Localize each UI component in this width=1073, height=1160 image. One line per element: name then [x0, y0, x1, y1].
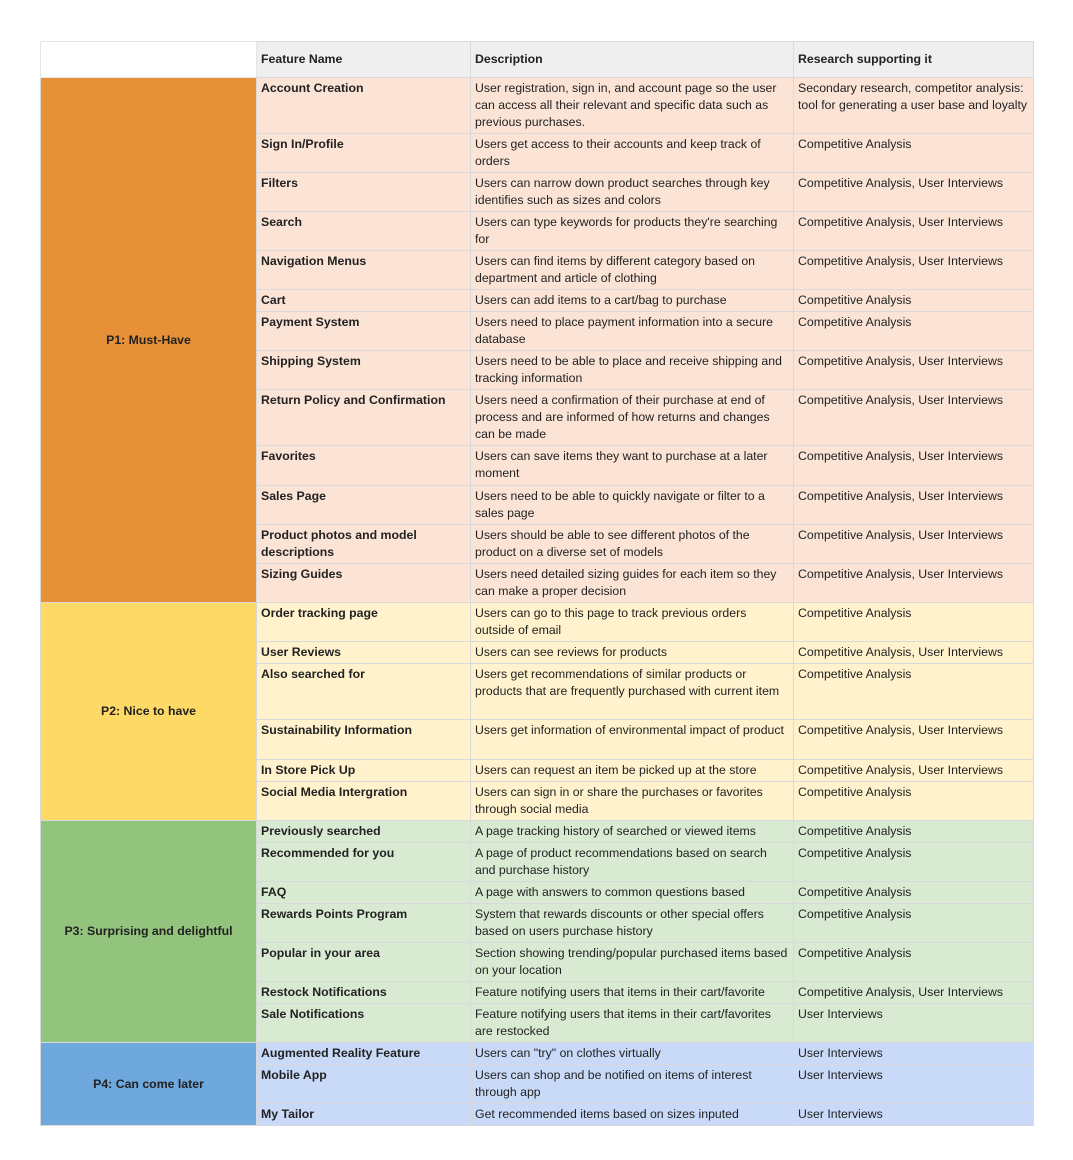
research-cell[interactable]: Competitive Analysis, User Interviews [794, 982, 1034, 1004]
research-cell[interactable]: Competitive Analysis [794, 312, 1034, 351]
feature-priority-table [40, 41, 1034, 1126]
priority-cell-p2[interactable]: P2: Nice to have [41, 603, 257, 821]
research-cell[interactable]: Competitive Analysis, User Interviews [794, 720, 1034, 760]
feature-name-cell[interactable]: Search [257, 212, 471, 251]
description-cell[interactable]: Users can request an item be picked up at the store [471, 760, 794, 782]
feature-name-cell[interactable]: Rewards Points Program [257, 904, 471, 943]
feature-name-cell[interactable]: Shipping System [257, 351, 471, 390]
description-cell[interactable]: Users need to place payment information into a secure database [471, 312, 794, 351]
feature-name-cell[interactable]: In Store Pick Up [257, 760, 471, 782]
description-cell[interactable]: A page of product recommendations based on search and purchase history [471, 843, 794, 882]
table-row [41, 603, 1034, 642]
research-cell[interactable]: Competitive Analysis [794, 904, 1034, 943]
description-cell[interactable]: A page tracking history of searched or viewed items [471, 821, 794, 843]
research-cell[interactable]: Competitive Analysis, User Interviews [794, 351, 1034, 390]
research-cell[interactable]: Competitive Analysis, User Interviews [794, 212, 1034, 251]
description-cell[interactable]: Feature notifying users that items in their cart/favorite [471, 982, 794, 1004]
feature-name-cell[interactable]: Restock Notifications [257, 982, 471, 1004]
description-cell[interactable]: Users can add items to a cart/bag to purchase [471, 290, 794, 312]
priority-cell-p1[interactable]: P1: Must-Have [41, 78, 257, 603]
description-cell[interactable]: Users can go to this page to track previous orders outside of email [471, 603, 794, 642]
feature-name-cell[interactable]: Sizing Guides [257, 564, 471, 603]
description-cell[interactable]: Users can see reviews for products [471, 642, 794, 664]
feature-name-cell[interactable]: Previously searched [257, 821, 471, 843]
header-row [41, 42, 1034, 78]
description-cell[interactable]: Section showing trending/popular purchased items based on your location [471, 943, 794, 982]
description-cell[interactable]: Users get recommendations of similar products or products that are frequently purchased with current item [471, 664, 794, 720]
description-cell[interactable]: Users get access to their accounts and keep track of orders [471, 134, 794, 173]
feature-name-cell[interactable]: Social Media Intergration [257, 782, 471, 821]
description-cell[interactable]: Users need to be able to quickly navigate or filter to a sales page [471, 486, 794, 525]
feature-name-cell[interactable]: Filters [257, 173, 471, 212]
description-cell[interactable]: Get recommended items based on sizes inputed [471, 1104, 794, 1126]
description-cell[interactable]: Users get information of environmental impact of product [471, 720, 794, 760]
description-cell[interactable]: Users should be able to see different photos of the product on a diverse set of models [471, 525, 794, 564]
research-cell[interactable]: Competitive Analysis [794, 134, 1034, 173]
table-body [41, 78, 1034, 1126]
feature-name-cell[interactable]: FAQ [257, 882, 471, 904]
research-cell[interactable]: Competitive Analysis, User Interviews [794, 564, 1034, 603]
research-cell[interactable]: User Interviews [794, 1043, 1034, 1065]
research-cell[interactable]: Competitive Analysis, User Interviews [794, 251, 1034, 290]
research-cell[interactable]: Competitive Analysis, User Interviews [794, 642, 1034, 664]
research-cell[interactable]: Competitive Analysis, User Interviews [794, 173, 1034, 212]
description-cell[interactable]: Users can shop and be notified on items of interest through app [471, 1065, 794, 1104]
description-cell[interactable]: System that rewards discounts or other special offers based on users purchase history [471, 904, 794, 943]
feature-name-cell[interactable]: Account Creation [257, 78, 471, 134]
priority-cell-p4[interactable]: P4: Can come later [41, 1043, 257, 1126]
table-row [41, 78, 1034, 134]
research-cell[interactable]: Competitive Analysis [794, 603, 1034, 642]
feature-name-cell[interactable]: Sales Page [257, 486, 471, 525]
research-cell[interactable]: Competitive Analysis, User Interviews [794, 525, 1034, 564]
feature-name-cell[interactable]: Cart [257, 290, 471, 312]
description-cell[interactable]: User registration, sign in, and account page so the user can access all their relevant and specific data such as previous purchases. [471, 78, 794, 134]
feature-name-cell[interactable]: Sign In/Profile [257, 134, 471, 173]
feature-name-cell[interactable]: Navigation Menus [257, 251, 471, 290]
research-cell[interactable]: Competitive Analysis [794, 943, 1034, 982]
description-cell[interactable]: A page with answers to common questions based [471, 882, 794, 904]
header-priority-cell[interactable] [41, 42, 257, 78]
feature-name-cell[interactable]: Product photos and model descriptions [257, 525, 471, 564]
description-cell[interactable]: Users can narrow down product searches through key identifies such as sizes and colors [471, 173, 794, 212]
feature-name-cell[interactable]: Recommended for you [257, 843, 471, 882]
table-row [41, 821, 1034, 843]
feature-name-cell[interactable]: Popular in your area [257, 943, 471, 982]
research-cell[interactable]: User Interviews [794, 1004, 1034, 1043]
feature-name-cell[interactable]: User Reviews [257, 642, 471, 664]
feature-name-cell[interactable]: Return Policy and Confirmation [257, 390, 471, 446]
description-cell[interactable]: Users can sign in or share the purchases or favorites through social media [471, 782, 794, 821]
research-cell[interactable]: Competitive Analysis, User Interviews [794, 760, 1034, 782]
research-cell[interactable]: Competitive Analysis [794, 882, 1034, 904]
header-research[interactable]: Research supporting it [794, 42, 1034, 78]
feature-name-cell[interactable]: Sustainability Information [257, 720, 471, 760]
table-row [41, 1043, 1034, 1065]
research-cell[interactable]: Competitive Analysis [794, 782, 1034, 821]
research-cell[interactable]: Competitive Analysis [794, 843, 1034, 882]
research-cell[interactable]: Competitive Analysis [794, 821, 1034, 843]
description-cell[interactable]: Users can find items by different category based on department and article of clothing [471, 251, 794, 290]
research-cell[interactable]: Secondary research, competitor analysis: tool for generating a user base and loyalty [794, 78, 1034, 134]
research-cell[interactable]: User Interviews [794, 1065, 1034, 1104]
feature-name-cell[interactable]: Augmented Reality Feature [257, 1043, 471, 1065]
header-description[interactable]: Description [471, 42, 794, 78]
research-cell[interactable]: Competitive Analysis, User Interviews [794, 446, 1034, 486]
description-cell[interactable]: Users need to be able to place and receive shipping and tracking information [471, 351, 794, 390]
research-cell[interactable]: User Interviews [794, 1104, 1034, 1126]
feature-name-cell[interactable]: Order tracking page [257, 603, 471, 642]
feature-name-cell[interactable]: Mobile App [257, 1065, 471, 1104]
header-feature-name[interactable]: Feature Name [257, 42, 471, 78]
feature-name-cell[interactable]: Also searched for [257, 664, 471, 720]
feature-name-cell[interactable]: Favorites [257, 446, 471, 486]
description-cell[interactable]: Feature notifying users that items in their cart/favorites are restocked [471, 1004, 794, 1043]
priority-cell-p3[interactable]: P3: Surprising and delightful [41, 821, 257, 1043]
description-cell[interactable]: Users can save items they want to purchase at a later moment [471, 446, 794, 486]
research-cell[interactable]: Competitive Analysis [794, 664, 1034, 720]
feature-name-cell[interactable]: Payment System [257, 312, 471, 351]
description-cell[interactable]: Users can "try" on clothes virtually [471, 1043, 794, 1065]
description-cell[interactable]: Users can type keywords for products they're searching for [471, 212, 794, 251]
research-cell[interactable]: Competitive Analysis, User Interviews [794, 486, 1034, 525]
research-cell[interactable]: Competitive Analysis, User Interviews [794, 390, 1034, 446]
feature-name-cell[interactable]: My Tailor [257, 1104, 471, 1126]
feature-name-cell[interactable]: Sale Notifications [257, 1004, 471, 1043]
description-cell[interactable]: Users need detailed sizing guides for each item so they can make a proper decision [471, 564, 794, 603]
description-cell[interactable]: Users need a confirmation of their purchase at end of process and are informed of how returns and changes can be made [471, 390, 794, 446]
research-cell[interactable]: Competitive Analysis [794, 290, 1034, 312]
